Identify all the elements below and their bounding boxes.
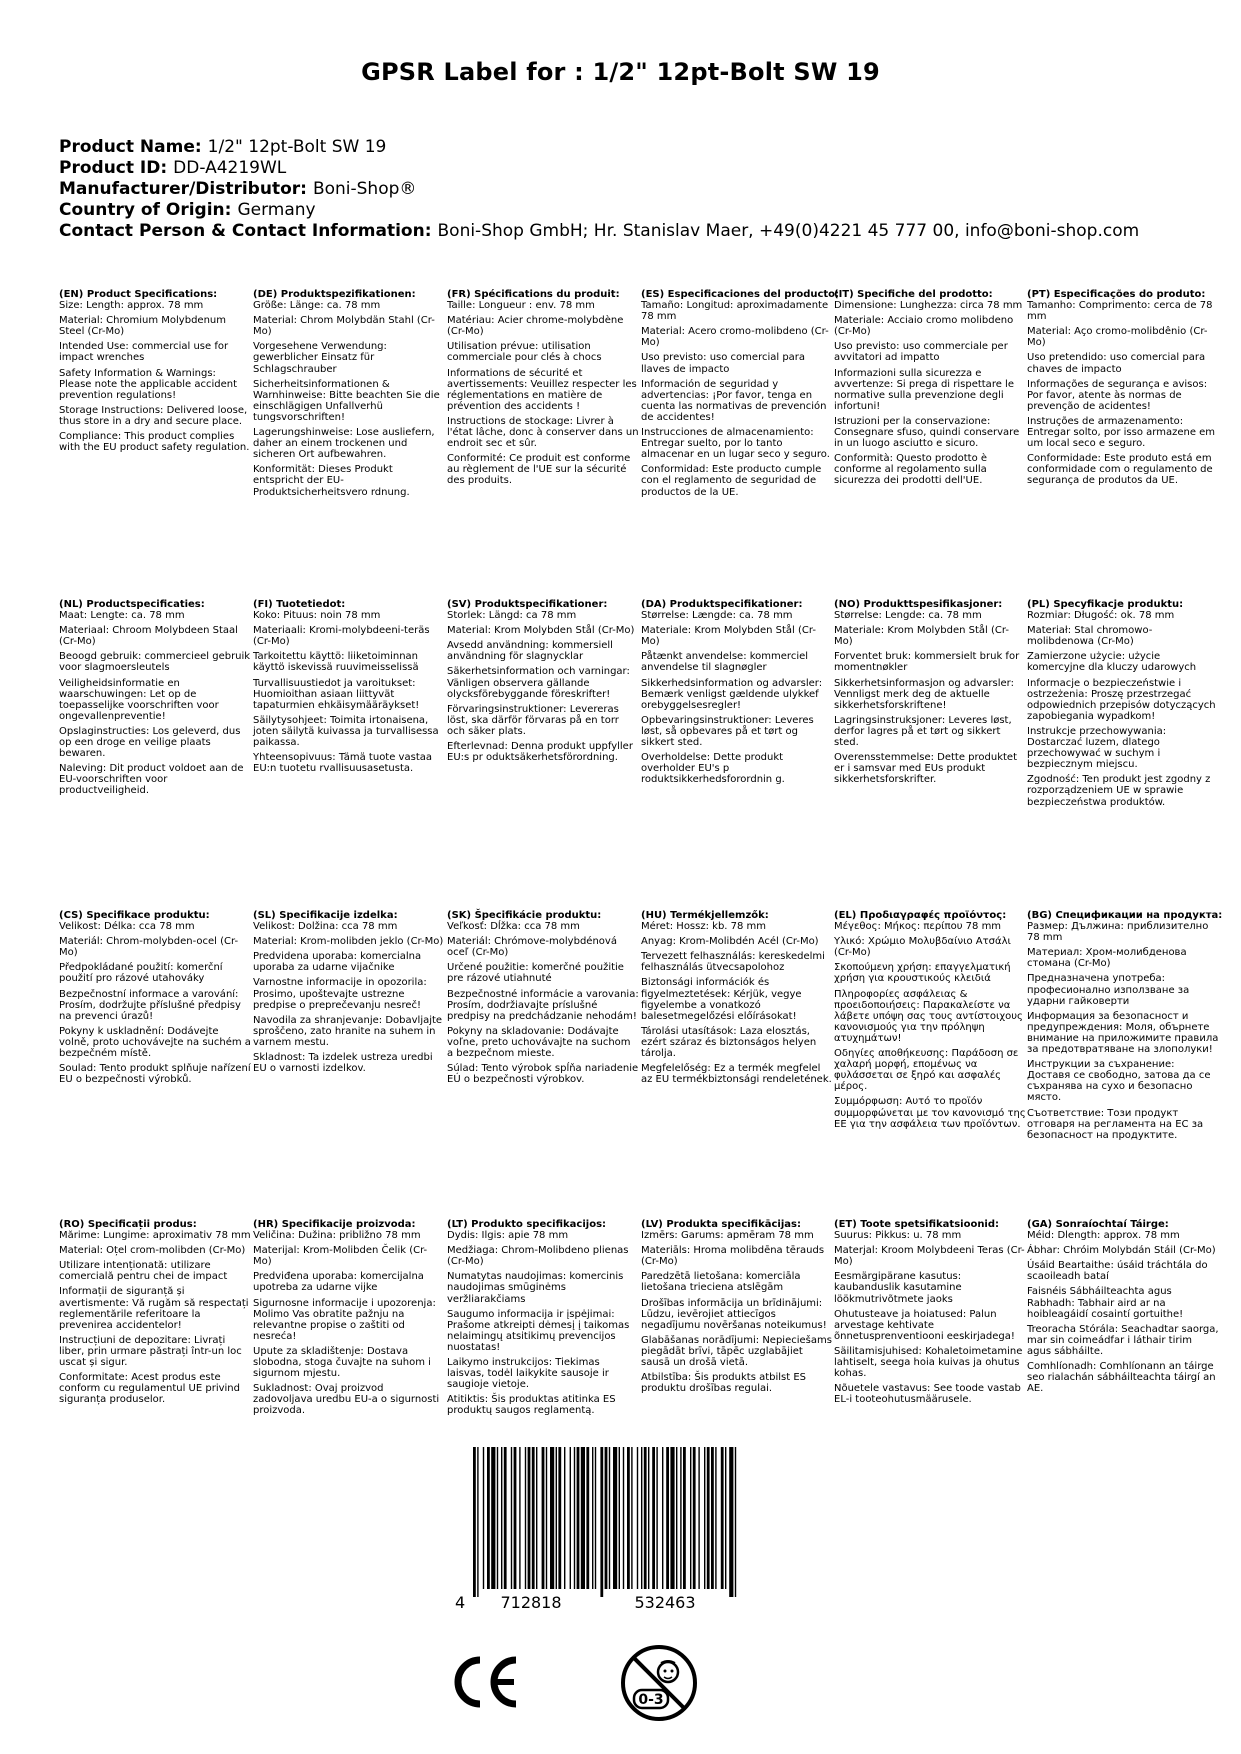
spec-paragraph: Material: Chrom Molybdän Stahl (Cr-Mo) bbox=[253, 315, 435, 338]
barcode-bar bbox=[605, 1447, 608, 1589]
barcode-bar bbox=[511, 1447, 512, 1589]
spec-paragraph: Utilizare intenționată: utilizare comercială pentru chei de impact bbox=[59, 1260, 228, 1283]
spec-paragraph: Størrelse: Længde: ca. 78 mm bbox=[641, 610, 793, 622]
spec-paragraph: Συμμόρφωση: Αυτό το προϊόν συμμορφώνεται με τον κανονισμό της ΕΕ για την ασφάλεια των προϊόντων. bbox=[834, 1096, 1026, 1130]
spec-paragraph: Ábhar: Chróim Molybdán Stáil (Cr-Mo) bbox=[1027, 1245, 1216, 1257]
barcode-bar bbox=[595, 1447, 596, 1589]
spec-section bbox=[253, 1219, 445, 1421]
spec-paragraph: Materiał: Stal chromowo-molibdenowa (Cr-Mo) bbox=[1027, 625, 1153, 648]
spec-paragraph: Informations de sécurité et avertissements: Veuillez respecter les réglementations en matière de prévention des accidents ! bbox=[447, 367, 637, 412]
barcode-bar bbox=[676, 1447, 677, 1589]
spec-section bbox=[59, 1219, 251, 1409]
barcode-bar bbox=[725, 1447, 726, 1589]
spec-section-heading: (HR) Specifikacije proizvoda: bbox=[253, 1219, 416, 1230]
spec-paragraph: Koko: Pituus: noin 78 mm bbox=[253, 610, 381, 622]
spec-paragraph: Predvidena uporaba: komercialna uporaba za udarne vijačnike bbox=[253, 951, 422, 974]
spec-section bbox=[59, 599, 251, 801]
spec-section-heading: (SL) Specifikacije izdelka: bbox=[253, 910, 398, 921]
spec-paragraph: Tamaño: Longitud: aproximadamente 78 mm bbox=[641, 300, 829, 323]
spec-section bbox=[59, 910, 251, 1089]
spec-paragraph: Säkerhetsinformation och varningar: Vänligen observera gällande olycksförebyggande föreskrifter! bbox=[447, 666, 630, 700]
spec-section-heading: (SK) Špecifikácie produktu: bbox=[447, 910, 602, 921]
spec-paragraph: Naleving: Dit product voldoet aan de EU-voorschriften voor productveiligheid. bbox=[59, 763, 244, 797]
spec-section-heading: (IT) Specifiche del prodotto: bbox=[834, 289, 993, 300]
spec-section-heading: (BG) Спецификации на продукта: bbox=[1027, 910, 1223, 921]
spec-paragraph: Uso pretendido: uso comercial para chaves de impacto bbox=[1027, 352, 1206, 375]
spec-paragraph: Μέγεθος: Μήκος: περίπου 78 mm bbox=[834, 921, 1002, 933]
barcode-bar bbox=[619, 1447, 620, 1589]
spec-section bbox=[1027, 289, 1219, 491]
spec-paragraph: Υλικό: Χρώμιο Μολυβδαίνιο Ατσάλι (Cr-Mo) bbox=[834, 936, 1011, 959]
spec-paragraph: Instrukcje przechowywania: Dostarczać luzem, dlatego przechowywać w suchym i bezpiecznym miejscu. bbox=[1027, 725, 1167, 771]
spec-paragraph: Upute za skladištenje: Dostava slobodna, stoga čuvajte na suhom i sigurnom mjestu. bbox=[253, 1345, 431, 1380]
spec-section bbox=[447, 289, 639, 491]
spec-paragraph: Materiál: Chrómove-molybdénová oceľ (Cr-Mo) bbox=[447, 936, 617, 959]
barcode-bars bbox=[455, 1447, 743, 1615]
product-id-value: DD-A4219WL bbox=[173, 158, 287, 178]
barcode-bar bbox=[519, 1447, 520, 1589]
barcode-bar bbox=[501, 1447, 502, 1589]
barcode-bar bbox=[729, 1447, 733, 1597]
spec-paragraph: Materiāls: Hroma molibdēna tērauds (Cr-Mo) bbox=[641, 1245, 825, 1268]
spec-paragraph: Förvaringsinstruktioner: Levereras löst, ska därför förvaras på en torr och säker plats. bbox=[447, 703, 619, 737]
spec-paragraph: Veľkosť: Dĺžka: cca 78 mm bbox=[447, 921, 580, 933]
spec-paragraph: Opbevaringsinstruktioner: Leveres løst, så opbevares på et tørt og sikkert sted. bbox=[641, 714, 814, 749]
spec-section-heading: (LT) Produkto specifikacijos: bbox=[447, 1219, 607, 1230]
spec-paragraph: Información de seguridad y advertencias: ¡Por favor, tenga en cuenta las normativas de prevención de accidentes! bbox=[641, 378, 827, 423]
spec-paragraph: Οδηγίες αποθήκευσης: Παράδοση σε χαλαρή μορφή, επομένως να φυλάσσεται σε ξηρό και ασφαλές μέρος. bbox=[834, 1048, 1019, 1093]
spec-section bbox=[447, 1219, 639, 1421]
barcode-bar bbox=[670, 1447, 674, 1589]
spec-paragraph: Инструкции за съхранение: Доставя се свободно, затова да се съхранява на сухо и безопасно място. bbox=[1027, 1059, 1211, 1104]
barcode-bar bbox=[656, 1447, 657, 1589]
spec-paragraph: Soulad: Tento produkt splňuje nařízení EU o bezpečnosti výrobků. bbox=[59, 1063, 251, 1086]
spec-paragraph: Biztonsági információk és figyelmeztetések: Kérjük, vegye figyelembe a vonatkozó balesetmegelőzési előírásokat! bbox=[641, 977, 802, 1022]
spec-section-heading: (CS) Specifikace produktu: bbox=[59, 910, 210, 921]
spec-paragraph: Размер: Дължина: приблизително 78 mm bbox=[1027, 921, 1209, 944]
spec-paragraph: Zamierzone użycie: użycie komercyjne dla kluczy udarowych bbox=[1027, 651, 1197, 674]
contact-label: Contact Person & Contact Information: bbox=[59, 221, 432, 241]
barcode-bar bbox=[711, 1447, 714, 1589]
age-warning-text: 0-3 bbox=[638, 1692, 664, 1708]
manufacturer-value: Boni-Shop® bbox=[312, 179, 417, 199]
spec-paragraph: Safety Information & Warnings: Please note the applicable accident prevention regulations! bbox=[59, 367, 238, 401]
spec-section-heading: (DA) Produktspecifikationer: bbox=[641, 599, 803, 610]
spec-section bbox=[59, 289, 251, 457]
spec-section bbox=[641, 599, 833, 789]
manufacturer-label: Manufacturer/Distributor: bbox=[59, 179, 307, 199]
spec-paragraph: Material: Acero cromo-molibdeno (Cr-Mo) bbox=[641, 326, 829, 349]
product-name-value: 1/2" 12pt-Bolt SW 19 bbox=[207, 137, 387, 157]
spec-section-heading: (LV) Produkta specifikācijas: bbox=[641, 1219, 801, 1230]
ce-mark-icon bbox=[450, 1654, 522, 1714]
spec-paragraph: Předpokládané použití: komerční použití pro rázové utahováky bbox=[59, 962, 223, 985]
spec-paragraph: Materijal: Krom-Molibden Čelik (Cr-Mo) bbox=[253, 1245, 428, 1268]
spec-section-heading: (EN) Product Specifications: bbox=[59, 289, 218, 300]
contact-value: Boni-Shop GmbH; Hr. Stanislav Maer, +49(0)4221 45 777 00, info@boni-shop.com bbox=[437, 221, 1140, 241]
spec-paragraph: Instrucciones de almacenamiento: Entregar suelto, por lo tanto almacenar en un lugar seco y seguro. bbox=[641, 427, 830, 461]
spec-paragraph: Informacje o bezpieczeństwie i ostrzeżenia: Proszę przestrzegać odpowiednich przepisów dotyczących zapobiegania wypadkom! bbox=[1027, 677, 1216, 722]
spec-paragraph: Tárolási utasítások: Laza elosztás, ezért száraz és biztonságos helyen tárolja. bbox=[641, 1025, 817, 1060]
spec-paragraph: Atbilstība: Šis produkts atbilst ES produktu drošības regulai. bbox=[641, 1372, 807, 1395]
spec-paragraph: Lagringsinstruksjoner: Leveres løst, derfor lagres på et tørt og sikkert sted. bbox=[834, 714, 1012, 749]
spec-paragraph: Veiligheidsinformatie en waarschuwingen: Let op de toepasselijke voorschriften voor ongevallenpreventie! bbox=[59, 677, 219, 722]
spec-paragraph: Conformidade: Este produto está em conformidade com o regulamento de segurança de produtos da UE. bbox=[1027, 453, 1213, 487]
barcode-bar bbox=[609, 1447, 610, 1589]
spec-paragraph: Conformidad: Este producto cumple con el reglamento de seguridad de productos de la UE. bbox=[641, 464, 822, 498]
spec-section bbox=[253, 910, 445, 1078]
spec-paragraph: Taille: Longueur : env. 78 mm bbox=[447, 300, 595, 312]
spec-section-heading: (FI) Tuotetiedot: bbox=[253, 599, 346, 610]
barcode-bar bbox=[574, 1447, 575, 1589]
spec-paragraph: Instrucțiuni de depozitare: Livrați liber, prin urmare păstrați într-un loc uscat și sigur. bbox=[59, 1334, 242, 1369]
spec-section bbox=[253, 289, 445, 502]
barcode-bar bbox=[648, 1447, 649, 1589]
spec-paragraph: Saugumo informacija ir įspėjimai: Prašome atkreipti dėmesį į taikomas nelaimingų atsitikimų prevencijos nuostatas! bbox=[447, 1308, 630, 1353]
spec-paragraph: Paredzētā lietošana: komerciāla lietošana trieciena atslēgām bbox=[641, 1271, 801, 1294]
spec-section-heading: (ET) Toote spetsifikatsioonid: bbox=[834, 1219, 1000, 1230]
barcode-bar bbox=[473, 1447, 476, 1597]
spec-paragraph: Istruzioni per la conservazione: Consegnare sfuso, quindi conservare in un luogo asciutto e sicuro. bbox=[834, 415, 1020, 450]
spec-paragraph: Lagerungshinweise: Lose ausliefern, daher an einem trockenen und sicheren Ort aufbewahren. bbox=[253, 427, 435, 461]
spec-paragraph: Ohutusteave ja hoiatused: Palun arvestage kehtivate õnnetusprenventiooni eeskirjadega! bbox=[834, 1308, 1015, 1342]
barcode-bar bbox=[514, 1447, 517, 1589]
spec-paragraph: Πληροφορίες ασφάλειας & προειδοποιήσεις: Παρακαλείστε να λάβετε υπόψη σας τους αντίστοιχους κανονισμούς για την πρόληψη ατυχημάτων! bbox=[834, 988, 1023, 1044]
spec-paragraph: Comhlíonadh: Comhlíonann an táirge seo rialachán sábháilteachta táirgí an AE. bbox=[1027, 1361, 1216, 1395]
spec-paragraph: Overholdelse: Dette produkt overholder EU's p roduktsikkerhedsforordnin g. bbox=[641, 752, 785, 786]
spec-paragraph: Velikost: Délka: cca 78 mm bbox=[59, 921, 195, 933]
spec-paragraph: Varnostne informacije in opozorila: Prosimo, upoštevajte ustrezne predpise o preprečevanju nesreč! bbox=[253, 977, 427, 1011]
spec-paragraph: Faisnéis Sábháilteachta agus Rabhadh: Tabhair aird ar na hoibleagáidí cosaintí gortuithe! bbox=[1027, 1286, 1184, 1320]
spec-paragraph: Mărime: Lungime: aproximativ 78 mm bbox=[59, 1230, 251, 1242]
barcode-bar bbox=[704, 1447, 705, 1589]
barcode-bar bbox=[525, 1447, 526, 1589]
barcode-bar bbox=[698, 1447, 699, 1589]
spec-paragraph: Størrelse: Lengde: ca. 78 mm bbox=[834, 610, 982, 622]
barcode-bar bbox=[504, 1447, 507, 1589]
barcode-bar bbox=[497, 1447, 498, 1589]
spec-paragraph: Größe: Länge: ca. 78 mm bbox=[253, 300, 381, 312]
spec-paragraph: Glabāšanas norādījumi: Nepieciešams piegādāt brīvi, tāpēc uzglabājiet sausā un drošā vietā. bbox=[641, 1334, 832, 1369]
spec-paragraph: Påtænkt anvendelse: kommerciel anvendelse til slagnøgler bbox=[641, 651, 809, 674]
spec-paragraph: Bezpečnostné informácie a varovania: Prosím, dodržiavajte príslušné predpisy na predchádzanie nehodám! bbox=[447, 988, 639, 1022]
barcode-bar bbox=[721, 1447, 724, 1589]
spec-paragraph: Съответствие: Този продукт отговаря на регламента на ЕС за безопасност на продуктите. bbox=[1027, 1107, 1204, 1141]
spec-paragraph: Beoogd gebruik: commercieel gebruik voor slagmoersleutels bbox=[59, 651, 251, 674]
spec-paragraph: Tamanho: Comprimento: cerca de 78 mm bbox=[1027, 300, 1213, 323]
barcode-bar bbox=[666, 1447, 669, 1589]
barcode-bar bbox=[483, 1447, 484, 1589]
spec-paragraph: Materiale: Krom Molybden Stål (Cr-Mo) bbox=[834, 625, 1009, 648]
spec-paragraph: Materjal: Kroom Molybdeeni Teras (Cr-Mo) bbox=[834, 1245, 1025, 1268]
spec-paragraph: Material: Aço cromo-molibdênio (Cr-Mo) bbox=[1027, 326, 1208, 349]
barcode-bar bbox=[600, 1447, 603, 1597]
barcode-bar bbox=[690, 1447, 691, 1589]
barcode-bar bbox=[735, 1447, 736, 1597]
spec-paragraph: Material: Krom Molybden Stål (Cr-Mo) bbox=[447, 625, 635, 637]
spec-paragraph: Méret: Hossz: kb. 78 mm bbox=[641, 921, 767, 933]
spec-section bbox=[447, 910, 639, 1089]
barcode-bar bbox=[652, 1447, 655, 1589]
spec-section bbox=[1027, 1219, 1219, 1398]
age-warning-icon bbox=[618, 1642, 700, 1728]
spec-paragraph: Utilisation prévue: utilisation commerciale pour clés à chocs bbox=[447, 341, 602, 364]
barcode-bar bbox=[586, 1447, 589, 1589]
barcode-bar bbox=[707, 1447, 710, 1589]
barcode-bar bbox=[477, 1447, 478, 1597]
spec-section-heading: (FR) Spécifications du produit: bbox=[447, 289, 620, 300]
page-title: GPSR Label for : 1/2" 12pt-Bolt SW 19 bbox=[361, 58, 880, 86]
spec-paragraph: Matériau: Acier chrome-molybdène (Cr-Mo) bbox=[447, 315, 624, 338]
spec-paragraph: Σκοπούμενη χρήση: επαγγελματική χρήση για κρουστικούς κλειδιά bbox=[834, 962, 1011, 985]
spec-paragraph: Size: Length: approx. 78 mm bbox=[59, 300, 204, 312]
spec-paragraph: Tarkoitettu käyttö: liiketoiminnan käyttö iskevissä ruuvimeisselissä bbox=[253, 651, 419, 674]
spec-section-heading: (HU) Termékjellemzők: bbox=[641, 910, 769, 921]
barcode-bar bbox=[528, 1447, 531, 1589]
spec-paragraph: Medžiaga: Chrom-Molibdeno plienas (Cr-Mo) bbox=[447, 1245, 629, 1268]
barcode-digit-first: 4 bbox=[455, 1593, 466, 1612]
spec-paragraph: Velikost: Dolžina: cca 78 mm bbox=[253, 921, 398, 933]
spec-paragraph: Vorgesehene Verwendung: gewerblicher Einsatz für Schlagschrauber bbox=[253, 341, 387, 375]
spec-paragraph: Megfelelőség: Ez a termék megfelel az EU termékbiztonsági rendeletének. bbox=[641, 1063, 832, 1086]
spec-paragraph: Sukladnost: Ovaj proizvod zadovoljava uredbu EU-a o sigurnosti proizvoda. bbox=[253, 1383, 440, 1417]
barcode-bar bbox=[570, 1447, 571, 1589]
spec-paragraph: Konformität: Dieses Produkt entspricht der EU-Produktsicherheitsvero rdnung. bbox=[253, 464, 410, 498]
barcode-bar bbox=[558, 1447, 561, 1589]
spec-paragraph: Suurus: Pikkus: u. 78 mm bbox=[834, 1230, 962, 1242]
spec-paragraph: Uso previsto: uso comercial para llaves de impacto bbox=[641, 352, 806, 375]
barcode-bar bbox=[644, 1447, 647, 1589]
barcode-digits-left: 712818 bbox=[500, 1593, 562, 1612]
spec-paragraph: Navodila za shranjevanje: Dobavljajte sproščeno, zato hranite na suhem in varnem mestu. bbox=[253, 1014, 443, 1048]
spec-paragraph: Efterlevnad: Denna produkt uppfyller EU:s pr oduktsäkerhetsförordning. bbox=[447, 741, 633, 764]
spec-paragraph: Bezpečnostní informace a varování: Prosím, dodržujte příslušné předpisy na prevenci úrazů! bbox=[59, 988, 241, 1022]
spec-paragraph: Uso previsto: uso commerciale per avvitatori ad impatto bbox=[834, 341, 1008, 364]
spec-section bbox=[641, 289, 840, 502]
spec-section-heading: (PL) Specyfikacje produktu: bbox=[1027, 599, 1184, 610]
country-value: Germany bbox=[237, 200, 316, 220]
spec-paragraph: Súlad: Tento výrobok spĺňa nariadenie EÚ o bezpečnosti výrobkov. bbox=[447, 1063, 639, 1086]
spec-paragraph: Rozmiar: Długość: ok. 78 mm bbox=[1027, 610, 1175, 622]
spec-paragraph: Instruções de armazenamento: Entregar solto, por isso armazene em um local seco e seguro. bbox=[1027, 415, 1216, 450]
spec-paragraph: Veličina: Dužina: približno 78 mm bbox=[253, 1230, 421, 1242]
spec-paragraph: Pokyny k uskladnění: Dodávejte volně, proto uchovávejte na suchém a bezpečném místě. bbox=[59, 1025, 251, 1060]
spec-paragraph: Dimensione: Lunghezza: circa 78 mm bbox=[834, 300, 1023, 312]
spec-paragraph: Material: Krom-molibden jeklo (Cr-Mo) bbox=[253, 936, 444, 948]
barcode-bar bbox=[532, 1447, 535, 1589]
spec-paragraph: Informații de siguranță și avertismente: Vă rugăm să respectați reglementările referitoare la prevenirea accidentelor! bbox=[59, 1286, 249, 1331]
spec-paragraph: Materiaal: Chroom Molybdeen Staal (Cr-Mo) bbox=[59, 625, 238, 648]
barcode-bar bbox=[683, 1447, 686, 1589]
spec-section bbox=[1027, 910, 1223, 1145]
spec-paragraph: Conformité: Ce produit est conforme au règlement de l'UE sur la sécurité des produits. bbox=[447, 453, 631, 487]
barcode-bar bbox=[542, 1447, 545, 1589]
spec-paragraph: Material: Oțel crom-molibden (Cr-Mo) bbox=[59, 1245, 246, 1257]
spec-paragraph: Sikkerhedsinformation og advarsler: Bemærk venligst gældende ulykkef orebyggelsesregler! bbox=[641, 677, 823, 711]
spec-paragraph: Conformitate: Acest produs este conform cu regulamentul UE privind siguranța produselor. bbox=[59, 1372, 240, 1406]
barcode-bar bbox=[662, 1447, 663, 1589]
spec-paragraph: Sigurnosne informacije i upozorenja: Molimo Vas obratite pažnju na relevantne propise o zaštiti od nesreća! bbox=[253, 1297, 436, 1342]
spec-paragraph: Dydis: Ilgis: apie 78 mm bbox=[447, 1230, 569, 1242]
spec-paragraph: Opslaginstructies: Los geleverd, dus op een droge en veilige plaats bewaren. bbox=[59, 725, 241, 760]
spec-paragraph: Storage Instructions: Delivered loose, thus store in a dry and secure place. bbox=[59, 404, 248, 427]
spec-paragraph: Информация за безопасност и предупреждения: Моля, обърнете внимание на приложимите правила за предотвратяване на злополуки! bbox=[1027, 1010, 1219, 1056]
spec-section bbox=[641, 910, 833, 1089]
spec-paragraph: Yhteensopivuus: Tämä tuote vastaa EU:n tuotetu rvallisuusasetusta. bbox=[253, 752, 432, 775]
spec-paragraph: Určené použitie: komerčné použitie pre rázové utiahnuté bbox=[447, 962, 624, 985]
barcode-bar bbox=[613, 1447, 617, 1589]
spec-paragraph: Tervezett felhasználás: kereskedelmi felhasználás ütvecsapolohoz bbox=[641, 951, 825, 974]
spec-paragraph: Informações de segurança e avisos: Por favor, atente às normas de prevenção de acidentes! bbox=[1027, 378, 1208, 412]
spec-paragraph: Anyag: Krom-Molibdén Acél (Cr-Mo) bbox=[641, 936, 819, 948]
spec-paragraph: Maat: Lengte: ca. 78 mm bbox=[59, 610, 185, 622]
spec-paragraph: Drošības informācija un brīdinājumi: Lūdzu, ievērojiet attiecīgos negadījumu novēršanas noteikumus! bbox=[641, 1297, 827, 1331]
spec-paragraph: Materiale: Krom Molybden Stål (Cr-Mo) bbox=[641, 625, 816, 648]
spec-paragraph: Nõuetele vastavus: See toode vastab EL-i tooteohutusmäärusele. bbox=[834, 1383, 1021, 1406]
spec-paragraph: Treoracha Stórála: Seachadtar saorga, mar sin coimeádfar i láthair tirim agus sábháilte. bbox=[1027, 1323, 1219, 1357]
spec-paragraph: Predviđena uporaba: komercijalna upotreba za udarne vijke bbox=[253, 1271, 424, 1294]
spec-section-heading: (EL) Προδιαγραφές προϊόντος: bbox=[834, 910, 1007, 921]
spec-section bbox=[834, 599, 1026, 789]
spec-paragraph: Материал: Хром-молибденова стомана (Cr-Mo) bbox=[1027, 947, 1187, 970]
barcode-bar bbox=[641, 1447, 642, 1589]
country-label: Country of Origin: bbox=[59, 200, 232, 220]
spec-section bbox=[253, 599, 445, 778]
spec-paragraph: Pokyny na skladovanie: Dodávajte voľne, preto uchovávajte na suchom a bezpečnom mieste. bbox=[447, 1025, 631, 1060]
spec-paragraph: Storlek: Längd: ca 78 mm bbox=[447, 610, 577, 622]
barcode-bar bbox=[546, 1447, 547, 1589]
product-name-label: Product Name: bbox=[59, 137, 202, 157]
spec-paragraph: Conformità: Questo prodotto è conforme al regolamento sulla sicurezza dei prodotti dell'UE. bbox=[834, 453, 988, 487]
spec-section bbox=[447, 599, 639, 767]
spec-paragraph: Avsedd användning: kommersiell användning för slagnycklar bbox=[447, 640, 613, 663]
spec-section-heading: (ES) Especificaciones del producto: bbox=[641, 289, 840, 300]
spec-section-heading: (PT) Especificações do produto: bbox=[1027, 289, 1206, 300]
spec-section-heading: (SV) Produktspecifikationer: bbox=[447, 599, 608, 610]
spec-paragraph: Izmērs: Garums: apmēram 78 mm bbox=[641, 1230, 814, 1242]
spec-paragraph: Atitiktis: Šis produktas atitinka ES produktų saugos reglamentą. bbox=[447, 1394, 616, 1417]
spec-section bbox=[641, 1219, 833, 1398]
spec-paragraph: Materiál: Chrom-molybden-ocel (Cr-Mo) bbox=[59, 936, 239, 959]
spec-paragraph: Laikymo instrukcijos: Tiekimas laisvas, todėl laikykite sausoje ir saugioje vietoje. bbox=[447, 1357, 609, 1391]
barcode-bar bbox=[693, 1447, 696, 1589]
barcode-bar bbox=[631, 1447, 632, 1589]
spec-section-heading: (DE) Produktspezifikationen: bbox=[253, 289, 416, 300]
barcode-bar bbox=[623, 1447, 624, 1589]
spec-paragraph: Instructions de stockage: Livrer à l'état lâche, donc à conserver dans un endroit sec et sûr. bbox=[447, 415, 639, 450]
barcode-bar bbox=[592, 1447, 593, 1589]
spec-section bbox=[834, 1219, 1026, 1409]
spec-paragraph: Material: Chromium Molybdenum Steel (Cr-Mo) bbox=[59, 315, 226, 338]
spec-paragraph: Säilytysohjeet: Toimita irtonaisena, joten säilytä kuivassa ja turvallisessa paikassa. bbox=[253, 714, 439, 749]
spec-section-heading: (NL) Productspecificaties: bbox=[59, 599, 205, 610]
spec-paragraph: Materiale: Acciaio cromo molibdeno (Cr-Mo) bbox=[834, 315, 1014, 338]
spec-paragraph: Overensstemmelse: Dette produktet er i samsvar med EUs produkt sikkerhetsforskrifter. bbox=[834, 752, 1017, 786]
barcode-bar bbox=[487, 1447, 490, 1589]
spec-paragraph: Eesmärgipärane kasutus: kaubanduslik kasutamine löökmutrivõtmete jaoks bbox=[834, 1271, 962, 1305]
spec-paragraph: Úsáid Beartaithe: úsáid tráchtála do scaoileadh bataí bbox=[1027, 1260, 1208, 1283]
barcode-bar bbox=[491, 1447, 495, 1589]
spec-paragraph: Numatytas naudojimas: komercinis naudojimas smūginėms veržliarakčiams bbox=[447, 1271, 624, 1305]
barcode-bar bbox=[581, 1447, 585, 1589]
barcode-bar bbox=[536, 1447, 537, 1589]
spec-section-heading: (GA) Sonraíochtaí Táirge: bbox=[1027, 1219, 1169, 1230]
spec-paragraph: Säilitamisjuhised: Kohaletoimetamine lahtiselt, seega hoia kuivas ja ohutus kohas. bbox=[834, 1345, 1023, 1380]
barcode-bar bbox=[637, 1447, 638, 1589]
spec-paragraph: Zgodność: Ten produkt jest zgodny z rozporządzeniem UE w sprawie bezpieczeństwa produktów. bbox=[1027, 774, 1211, 808]
barcode bbox=[455, 1447, 743, 1615]
barcode-bar bbox=[680, 1447, 681, 1589]
spec-paragraph: Turvallisuustiedot ja varoitukset: Huomioithan asiaan liittyvät tapaturmien ehkäisymääräykset! bbox=[253, 677, 420, 711]
spec-paragraph: Skladnost: Ta izdelek ustreza uredbi EU o varnosti izdelkov. bbox=[253, 1052, 433, 1075]
spec-paragraph: Méid: Dlength: approx. 78 mm bbox=[1027, 1230, 1180, 1242]
language-sections-grid bbox=[59, 0, 1239, 1540]
spec-paragraph: Informazioni sulla sicurezza e avvertenze: Si prega di rispettare le normative sulla prevenzione degli infortuni! bbox=[834, 367, 1014, 412]
barcode-bar bbox=[627, 1447, 630, 1589]
spec-paragraph: Compliance: This product complies with the EU product safety regulation. bbox=[59, 431, 250, 454]
product-id-label: Product ID: bbox=[59, 158, 168, 178]
barcode-digits-right: 532463 bbox=[634, 1593, 696, 1612]
spec-section bbox=[1027, 599, 1219, 812]
spec-paragraph: Intended Use: commercial use for impact wrenches bbox=[59, 341, 229, 364]
spec-paragraph: Forventet bruk: kommersielt bruk for momentnøkler bbox=[834, 651, 1020, 674]
spec-paragraph: Предназначена употреба: професионално използване за ударни гайковерти bbox=[1027, 973, 1190, 1007]
spec-paragraph: Materiaali: Kromi-molybdeeni-teräs (Cr-Mo) bbox=[253, 625, 430, 648]
spec-section bbox=[834, 289, 1026, 491]
spec-paragraph: Sicherheitsinformationen & Warnhinweise: Bitte beachten Sie die einschlägigen Unfallverhü tungsvorschriften! bbox=[253, 378, 440, 423]
spec-paragraph: Sikkerhetsinformasjon og advarsler: Vennligst merk deg de aktuelle sikkerhetsforskriftene! bbox=[834, 677, 1014, 711]
spec-section-heading: (RO) Specificații produs: bbox=[59, 1219, 197, 1230]
barcode-bar bbox=[564, 1447, 565, 1589]
spec-section bbox=[834, 910, 1026, 1134]
barcode-bar bbox=[556, 1447, 557, 1589]
barcode-bar bbox=[577, 1447, 580, 1589]
barcode-bar bbox=[715, 1447, 716, 1589]
barcode-bar bbox=[550, 1447, 554, 1589]
spec-section-heading: (NO) Produkttspesifikasjoner: bbox=[834, 599, 1003, 610]
